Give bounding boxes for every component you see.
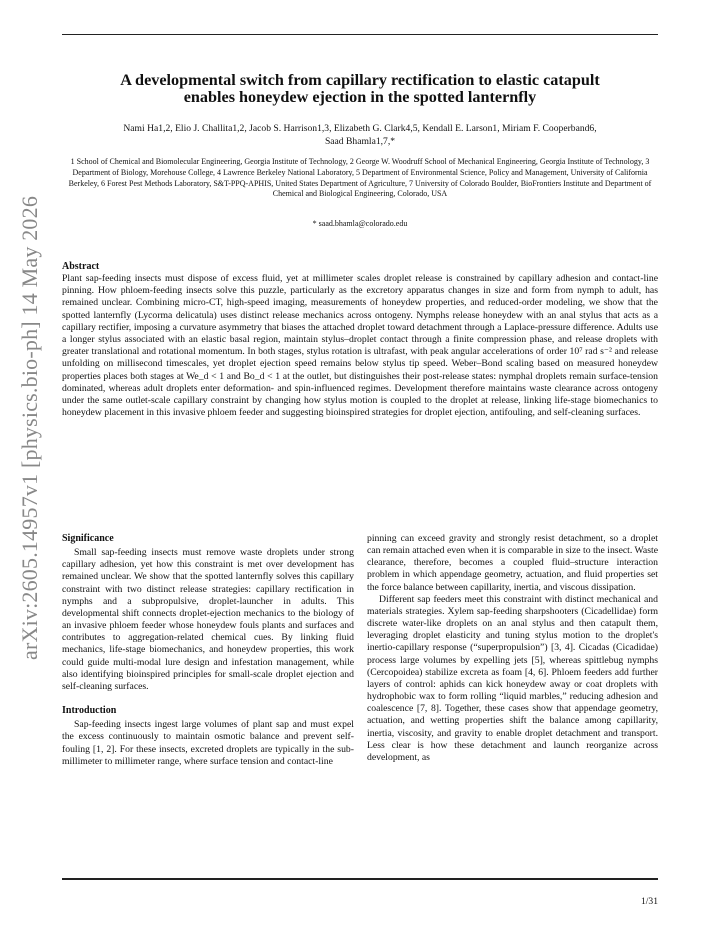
right-column xyxy=(367,533,658,764)
paper-title xyxy=(62,72,658,106)
footer-rule xyxy=(62,878,658,880)
significance-heading: Significance xyxy=(62,533,114,544)
abstract-heading: Abstract xyxy=(62,261,100,272)
authors-line-2: Saad Bhamla1,7,* xyxy=(324,136,396,147)
right-paragraph-1: pinning can exceed gravity and strongly resist detachment, so a droplet can remain attached even when it is comparable in size to the insect. Waste clearance, therefore, becomes a coupled fluid–structure interaction problem in which appendage geometry, actuation, and fluid properties set the force balance between capillarity, inertia, and viscous dissipation. xyxy=(367,533,658,593)
introduction-text: Sap-feeding insects ingest large volumes of plant sap and must expel the excess continuously to maintain osmotic balance and prevent self-fouling [1, 2]. For these insects, excreted droplets are typically in the sub-millimeter to millimeter range, where surface tension and contact-line xyxy=(62,719,354,767)
arxiv-identifier: arXiv:2605.14957v1 [physics.bio-ph] 14 May 2026 xyxy=(17,195,42,660)
author-list xyxy=(70,122,650,148)
left-column xyxy=(62,533,354,768)
right-paragraph-2: Different sap feeders meet this constraint with distinct mechanical and materials strategies. Xylem sap-feeding sharpshooters (Cicadellidae) form discrete water-like droplets on an anal stylus and then catapult them, leveraging droplet elasticity and tuning stylus motion to the droplet's inertio-capillary response (“superpropulsion”) [3, 4]. Cicadas (Cicadidae) process large volumes by expelling jets [5], whereas spittlebug nymphs (Cercopoidea) stabilize excreta as foam [4, 6]. Phloem feeders add further layers of control: aphids can kick honeydew away or coat droplets with hydrophobic wax to form rolling “liquid marbles,” reducing adhesion and coalescence [7, 8]. Together, these cases show that appendage geometry, actuation, and wetting properties shift the balance among capillarity, inertia, viscosity, and gravity to enable droplet detachment and transport. Less clear is how these detachment and launch reorganize across development, as xyxy=(367,593,658,763)
title-line-1: A developmental switch from capillary rectification to elastic catapult xyxy=(120,71,600,89)
authors-line-1: Nami Ha1,2, Elio J. Challita1,2, Jacob S. Harrison1,3, Elizabeth G. Clark4,5, Kendall E. Larson1, Miriam F. Cooperband6, xyxy=(123,123,597,134)
title-line-2: enables honeydew ejection in the spotted lanternfly xyxy=(183,88,537,106)
affiliations: 1 School of Chemical and Biomolecular Engineering, Georgia Institute of Technology, 2 George W. Woodruff School of Mechanical Engineering, Georgia Institute of Technology, 3 Department of Biology, Morehouse College, 4 Lawrence Berkeley National Laboratory, 5 Department of Environmental Science, Policy and Management, University of California Berkeley, 6 Forest Pest Methods Laboratory, S&T-PPQ-APHIS, United States Department of Agriculture, 7 University of Colorado Boulder, BioFrontiers Institute and Department of Chemical and Biological Engineering, Colorado, USA xyxy=(68,157,652,199)
introduction-heading: Introduction xyxy=(62,705,117,717)
page-number: 1/31 xyxy=(640,896,658,907)
abstract-text: Plant sap-feeding insects must dispose of excess fluid, yet at millimeter scales droplet release is constrained by capillary adhesion and contact-line pinning. How phloem-feeding insects solve this puzzle, particularly as the excretory apparatus changes in size and form from nymph to adult, has remained unclear. Combining micro-CT, high-speed imaging, measurements of honeydew properties, and reduced-order modeling, we show that the spotted lanternfly (Lycorma delicatula) uses distinct release mechanics across ontogeny. Nymphs release honeydew with an anal stylus that acts as a capillary rectifier, imposing a curvature asymmetry that biases the attached droplet toward detachment through a Laplace-pressure difference. Adults use a longer stylus associated with an elastic basal region, maintain stylus–droplet contact through a finite compression phase, and release droplets with greater translational and rotational momentum. In both stages, stylus rotation is ultrafast, with peak angular accelerations of order 10⁷ rad s⁻² and release unfolding on millisecond timescales, yet droplet ejection speed remains below stylus tip speed. Weber–Bond scaling based on measured honeydew properties places both stages at We_d < 1 and Bo_d < 1 at the outlet, but distinguishes their post-release states: nymphal droplets remain surface-tension dominated, whereas adult droplets enter deformation- and spin-influenced regimes. Development therefore maintains waste clearance across ontogeny under the same outlet-scale capillary constraint by changing how stylus motion is coupled to the droplet at release, linking life-stage biomechanics to honeydew placement in this invasive phloem feeder and suggesting bioinspired strategies for droplet ejection, antifouling, and self-cleaning surfaces. xyxy=(62,273,658,419)
header-rule xyxy=(62,34,658,35)
corresponding-email: * saad.bhamla@colorado.edu xyxy=(312,219,408,228)
significance-text: Small sap-feeding insects must remove waste droplets under strong capillary adhesion, yet how this constraint is met over development has remained unclear. We show that the spotted lanternfly solves this capillary constraint with two distinct release strategies: capillary rectification in nymphs and a subpropulsive, droplet-launcher in adults. This developmental shift connects droplet-ejection mechanics to the biology of an invasive phloem feeder whose honeydew fouls plants and surfaces and contributes to aggregation-related chemical cues. By linking fluid mechanics, life-stage biomechanics, and honeydew properties, this work could guide multi-modal lure design and infestation management, while also identifying bioinspired principles for small-scale droplet ejection and self-cleaning surfaces. xyxy=(62,547,354,692)
